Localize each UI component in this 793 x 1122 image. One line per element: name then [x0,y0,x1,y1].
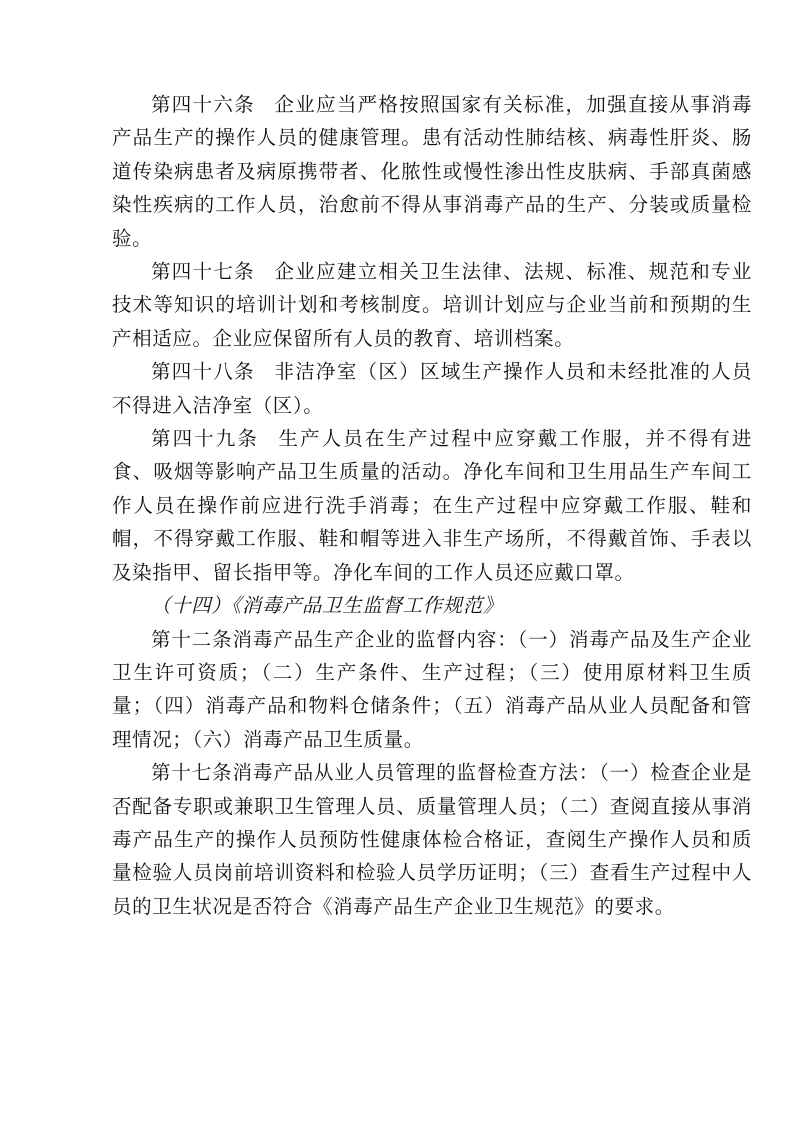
article-text: 生产人员在生产过程中应穿戴工作服，并不得有进食、吸烟等影响产品卫生质量的活动。净化车间和卫生用品生产车间工作人员在操作前应进行洗手消毒；在生产过程中应穿戴工作服、鞋和帽，不得穿戴工作服、鞋和帽等进入非生产场所，不得戴首饰、手表以及染指甲、留长指甲等。净化车间的工作人员还应戴口罩。 [112,427,752,584]
document-page [112,88,752,923]
section-heading: （十四）《消毒产品卫生监督工作规范》 [151,594,504,618]
article-47-paragraph [112,255,752,355]
article-12-paragraph: 第十二条消毒产品生产企业的监督内容：（一）消毒产品及生产企业卫生许可资质；（二）生产条件、生产过程；（三）使用原材料卫生质量；（四）消毒产品和物料仓储条件；（五）消毒产品从业人员配备和管理情况；（六）消毒产品卫生质量。 [112,627,752,751]
article-number: 第四十六条 [151,93,255,116]
article-48-paragraph [112,355,752,422]
article-number: 第四十九条 [151,427,259,451]
article-17-paragraph: 第十七条消毒产品从业人员管理的监督检查方法：（一）检查企业是否配备专职或兼职卫生管理人员、质量管理人员；（二）查阅直接从事消毒产品生产的操作人员预防性健康体检合格证，查阅生产操作人员和质量检验人员岗前培训资料和检验人员学历证明；（三）查看生产过程中人员的卫生状况是否符合《消毒产品生产企业卫生规范》的要求。 [112,761,752,918]
article-text: 企业应当严格按照国家有关标准，加强直接从事消毒产品生产的操作人员的健康管理。患有活动性肺结核、病毒性肝炎、肠道传染病患者及病原携带者、化脓性或慢性渗出性皮肤病、手部真菌感染性疾病的工作人员，治愈前不得从事消毒产品的生产、分装或质量检验。 [112,93,752,250]
article-46-paragraph [112,88,752,255]
article-49-paragraph [112,422,752,589]
article-number: 第四十七条 [151,260,255,284]
article-text: 企业应建立相关卫生法律、法规、标准、规范和专业技术等知识的培训计划和考核制度。培训计划应与企业当前和预期的生产相适应。企业应保留所有人员的教育、培训档案。 [112,260,752,350]
article-text: 非洁净室（区）区域生产操作人员和未经批准的人员不得进入洁净室（区）。 [112,360,752,417]
article-number: 第四十八条 [151,360,255,384]
